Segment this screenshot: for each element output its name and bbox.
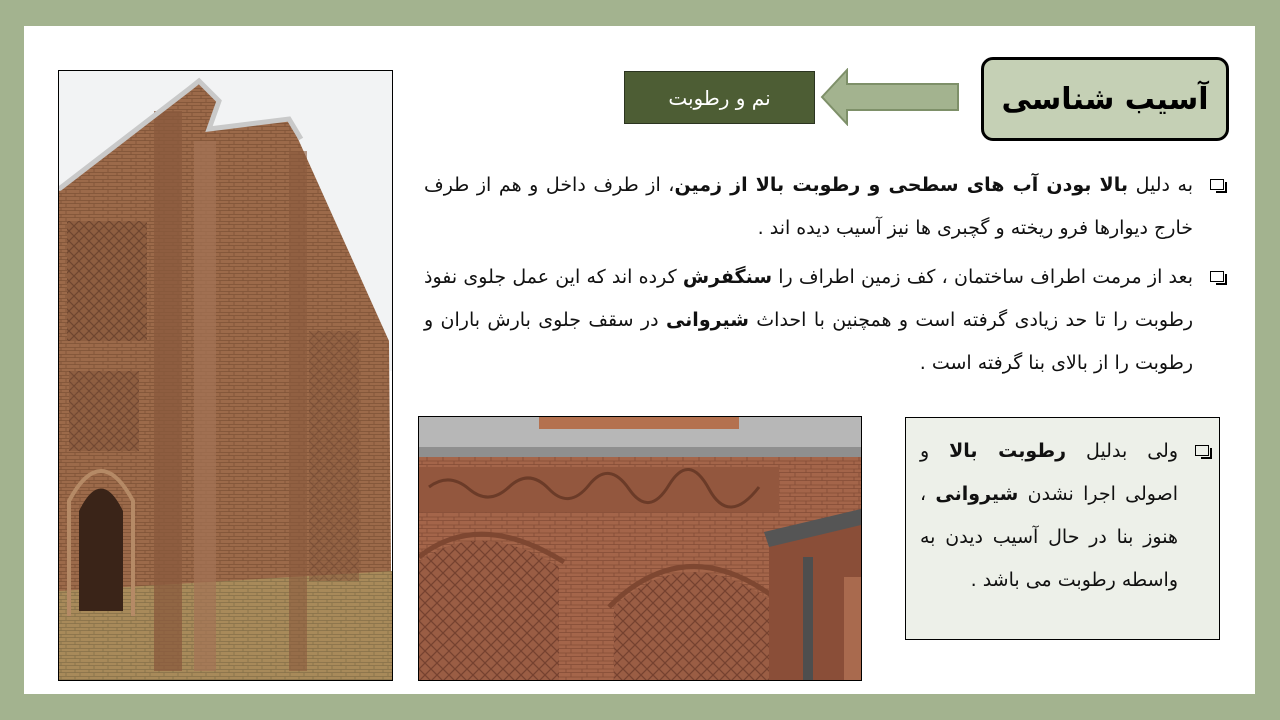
bullet-text-bold: بالا بودن آب های سطحی و رطوبت بالا از زمین (674, 174, 1128, 196)
slide-title: آسیب شناسی (1001, 81, 1209, 117)
note-text-part: ولی بدلیل (1066, 440, 1178, 462)
checkbox-bullet-icon (1210, 271, 1224, 282)
bullet-text-bold: شیروانی (665, 309, 749, 331)
brick-wall-arches-photo (418, 416, 862, 681)
slide (24, 26, 1255, 694)
note-text-part: و اصولی اجرا نشدن (920, 440, 1179, 505)
subtitle-label: نم و رطوبت (668, 85, 771, 110)
slide-title-box (981, 57, 1229, 141)
note-box (905, 417, 1220, 640)
bullet-text (424, 256, 1193, 385)
checkbox-bullet-icon (1210, 179, 1224, 190)
left-arrow-icon (820, 68, 962, 126)
brick-tower-photo (58, 70, 393, 681)
note-text-part: ، هنوز بنا در حال آسیب دیدن به واسطه رطوبت می باشد . (920, 483, 1178, 591)
subtitle-box (624, 71, 815, 124)
note-text (920, 430, 1178, 602)
bullet-text-part: به دلیل (1127, 174, 1193, 196)
checkbox-bullet-icon (1195, 445, 1209, 456)
bullet-text-part: ، از طرف داخل و هم از طرف خارج دیوارها فرو ریخته و گچبری ها نیز آسیب دیده اند . (424, 174, 1193, 239)
bullet-text-part: در سقف جلوی بارش باران و رطوبت را از بالای بنا گرفته است . (424, 309, 1193, 374)
bullet-text (424, 164, 1193, 250)
bullet-text-bold: سنگفرش (682, 266, 773, 288)
bullet-text-part: کرده اند که این عمل جلوی نفوذ رطوبت را تا حد زیادی گرفته است و همچنین با احداث (424, 266, 1193, 331)
note-text-bold: شیروانی (935, 483, 1019, 505)
bullet-text-part: بعد از مرمت اطراف ساختمان ، کف زمین اطراف را (772, 266, 1193, 288)
note-text-bold: رطوبت بالا (949, 440, 1067, 462)
bullet-item (424, 164, 1224, 250)
bullet-list (424, 164, 1224, 391)
bullet-item (424, 256, 1224, 385)
